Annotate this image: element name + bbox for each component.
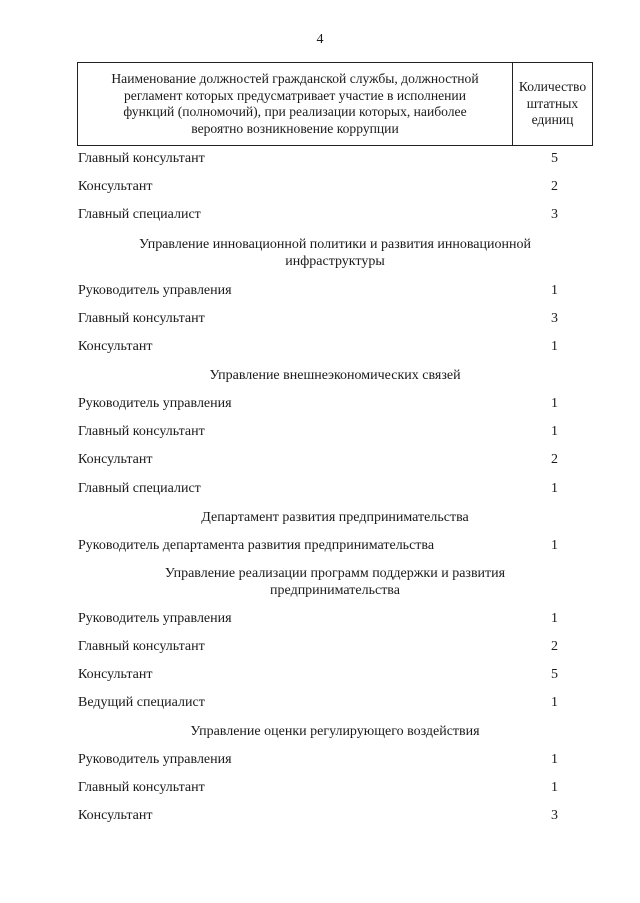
position-name: Руководитель управления bbox=[78, 396, 232, 411]
section-heading-line: Департамент развития предпринимательства bbox=[201, 510, 469, 525]
table-row bbox=[78, 150, 558, 168]
page-number: 4 bbox=[316, 32, 324, 47]
section-heading bbox=[100, 236, 570, 270]
position-name: Консультант bbox=[78, 808, 153, 823]
staff-count: 1 bbox=[551, 339, 558, 354]
staff-count: 1 bbox=[551, 695, 558, 710]
section-heading bbox=[100, 723, 570, 740]
section-heading-line: Управление внешнеэкономических связей bbox=[209, 368, 461, 383]
staff-count: 1 bbox=[551, 283, 558, 298]
header-col2-line: единиц bbox=[531, 112, 574, 128]
section-heading bbox=[100, 367, 570, 384]
position-name: Руководитель управления bbox=[78, 283, 232, 298]
table-row bbox=[78, 807, 558, 825]
section-heading-line: предпринимательства bbox=[270, 583, 400, 598]
section-heading bbox=[100, 509, 570, 526]
table-row bbox=[78, 537, 558, 555]
table-row bbox=[78, 423, 558, 441]
header-col1-line: Наименование должностей гражданской службы, должностной bbox=[111, 71, 479, 86]
table-row bbox=[78, 451, 558, 469]
position-name: Главный специалист bbox=[78, 481, 201, 496]
staff-count: 3 bbox=[551, 207, 558, 222]
section-heading-line: Управление инновационной политики и развития инновационной bbox=[139, 237, 531, 252]
table-header bbox=[77, 62, 593, 146]
table-row bbox=[78, 638, 558, 656]
table-row bbox=[78, 178, 558, 196]
position-name: Главный специалист bbox=[78, 207, 201, 222]
position-name: Консультант bbox=[78, 339, 153, 354]
staff-count: 1 bbox=[551, 538, 558, 553]
table-row bbox=[78, 206, 558, 224]
table-row bbox=[78, 282, 558, 300]
staff-count: 1 bbox=[551, 611, 558, 626]
position-name: Главный консультант bbox=[78, 780, 205, 795]
position-name: Ведущий специалист bbox=[78, 695, 205, 710]
table-row bbox=[78, 751, 558, 769]
position-name: Главный консультант bbox=[78, 151, 205, 166]
table-row bbox=[78, 666, 558, 684]
header-col2-line: Количество bbox=[518, 79, 587, 95]
position-name: Консультант bbox=[78, 179, 153, 194]
header-col1-line: функций (полномочий), при реализации которых, наиболее bbox=[123, 104, 467, 119]
header-col1-line: вероятно возникновение коррупции bbox=[191, 120, 399, 136]
staff-count: 3 bbox=[551, 311, 558, 326]
section-heading-line: инфраструктуры bbox=[285, 254, 385, 269]
table-row bbox=[78, 480, 558, 498]
staff-count: 3 bbox=[551, 808, 558, 823]
header-col2-line: штатных bbox=[526, 95, 579, 111]
staff-count: 1 bbox=[551, 396, 558, 411]
position-name: Главный консультант bbox=[78, 639, 205, 654]
section-heading-line: Управление оценки регулирующего воздействия bbox=[190, 724, 480, 739]
staff-count: 1 bbox=[551, 424, 558, 439]
position-name: Консультант bbox=[78, 452, 153, 467]
table-row bbox=[78, 694, 558, 712]
position-name: Главный консультант bbox=[78, 311, 205, 326]
position-name: Руководитель управления bbox=[78, 611, 232, 626]
staff-count: 5 bbox=[551, 151, 558, 166]
table-row bbox=[78, 779, 558, 797]
header-position-names bbox=[78, 63, 513, 145]
section-heading-line: Управление реализации программ поддержки и развития bbox=[164, 566, 506, 581]
position-name: Руководитель управления bbox=[78, 752, 232, 767]
table-row bbox=[78, 338, 558, 356]
staff-count: 1 bbox=[551, 752, 558, 767]
table-row bbox=[78, 610, 558, 628]
header-staff-count bbox=[513, 63, 592, 145]
staff-count: 2 bbox=[551, 452, 558, 467]
position-name: Консультант bbox=[78, 667, 153, 682]
table-row bbox=[78, 310, 558, 328]
staff-count: 1 bbox=[551, 780, 558, 795]
header-col1-line: регламент которых предусматривает участие в исполнении bbox=[124, 87, 466, 103]
staff-count: 2 bbox=[551, 179, 558, 194]
position-name: Руководитель департамента развития предпринимательства bbox=[78, 538, 435, 553]
section-heading bbox=[100, 565, 570, 599]
table-row bbox=[78, 395, 558, 413]
staff-count: 2 bbox=[551, 639, 558, 654]
staff-count: 5 bbox=[551, 667, 558, 682]
staff-count: 1 bbox=[551, 481, 558, 496]
position-name: Главный консультант bbox=[78, 424, 205, 439]
